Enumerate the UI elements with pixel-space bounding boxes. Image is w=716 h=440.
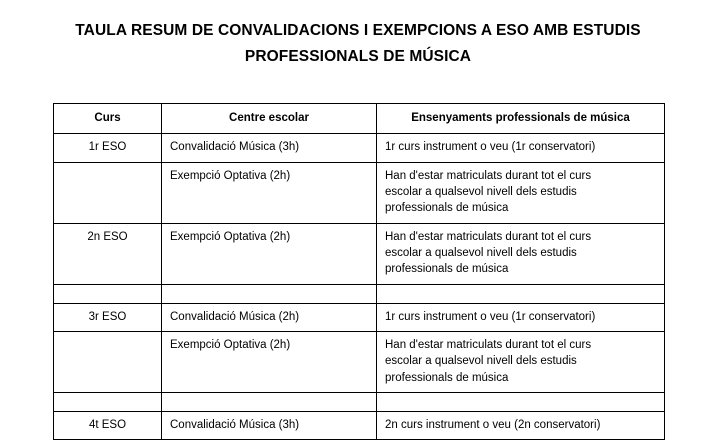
page-title-line-1: TAULA RESUM DE CONVALIDACIONS I EXEMPCIONS A ESO AMB ESTUDIS: [75, 22, 641, 39]
table-header-row: [54, 104, 665, 134]
spacer-cell: [377, 392, 665, 411]
cell-curs: [54, 331, 162, 392]
spacer-cell: [377, 284, 665, 303]
page-title: [0, 0, 716, 69]
column-header-centre: Centre escolar: [162, 104, 377, 134]
table-row: [54, 134, 665, 162]
spacer-cell: [54, 392, 162, 411]
table-spacer-row: [54, 284, 665, 303]
cell-centre: Convalidació Música (3h): [162, 411, 377, 439]
cell-ensenyaments-line: Han d'estar matriculats durant tot el curs: [385, 230, 592, 243]
cell-centre: Convalidació Música (2h): [162, 303, 377, 331]
table-row: [54, 223, 665, 284]
cell-ensenyaments-line: escolar a qualsevol nivell dels estudis: [385, 246, 577, 259]
cell-ensenyaments-line: 1r curs instrument o veu (1r conservatori): [385, 141, 596, 154]
table-row: [54, 411, 665, 439]
cell-ensenyaments-line: escolar a qualsevol nivell dels estudis: [385, 185, 577, 198]
cell-ensenyaments-line: Han d'estar matriculats durant tot el curs: [385, 338, 592, 351]
spacer-cell: [162, 284, 377, 303]
table-row: [54, 162, 665, 223]
spacer-cell: [54, 284, 162, 303]
cell-curs: 2n ESO: [54, 223, 162, 284]
cell-ensenyaments-line: escolar a qualsevol nivell dels estudis: [385, 355, 577, 368]
cell-ensenyaments: [377, 331, 665, 392]
cell-ensenyaments: [377, 303, 665, 331]
cell-ensenyaments: [377, 134, 665, 162]
table-spacer-row: [54, 392, 665, 411]
cell-ensenyaments-line: professionals de música: [385, 371, 509, 384]
cell-ensenyaments-line: 2n curs instrument o veu (2n conservatori): [385, 418, 601, 431]
table-header: [54, 104, 665, 134]
cell-centre: Exempció Optativa (2h): [162, 331, 377, 392]
cell-ensenyaments-line: professionals de música: [385, 263, 509, 276]
convalidacions-table: [53, 103, 665, 440]
cell-centre: Convalidació Música (3h): [162, 134, 377, 162]
table-body: [54, 134, 665, 440]
cell-ensenyaments-line: 1r curs instrument o veu (1r conservatori): [385, 310, 596, 323]
column-header-curs: Curs: [54, 104, 162, 134]
cell-ensenyaments: [377, 223, 665, 284]
table-row: [54, 331, 665, 392]
cell-curs: 1r ESO: [54, 134, 162, 162]
cell-curs: [54, 162, 162, 223]
cell-curs: 4t ESO: [54, 411, 162, 439]
cell-ensenyaments: [377, 162, 665, 223]
table-row: [54, 303, 665, 331]
table-container: [53, 103, 664, 440]
cell-curs: 3r ESO: [54, 303, 162, 331]
column-header-ensenyaments: Ensenyaments professionals de música: [377, 104, 665, 134]
cell-ensenyaments: [377, 411, 665, 439]
cell-centre: Exempció Optativa (2h): [162, 223, 377, 284]
cell-ensenyaments-line: professionals de música: [385, 202, 509, 215]
spacer-cell: [162, 392, 377, 411]
cell-centre: Exempció Optativa (2h): [162, 162, 377, 223]
cell-ensenyaments-line: Han d'estar matriculats durant tot el curs: [385, 169, 592, 182]
page-title-line-2: PROFESSIONALS DE MÚSICA: [244, 47, 472, 65]
